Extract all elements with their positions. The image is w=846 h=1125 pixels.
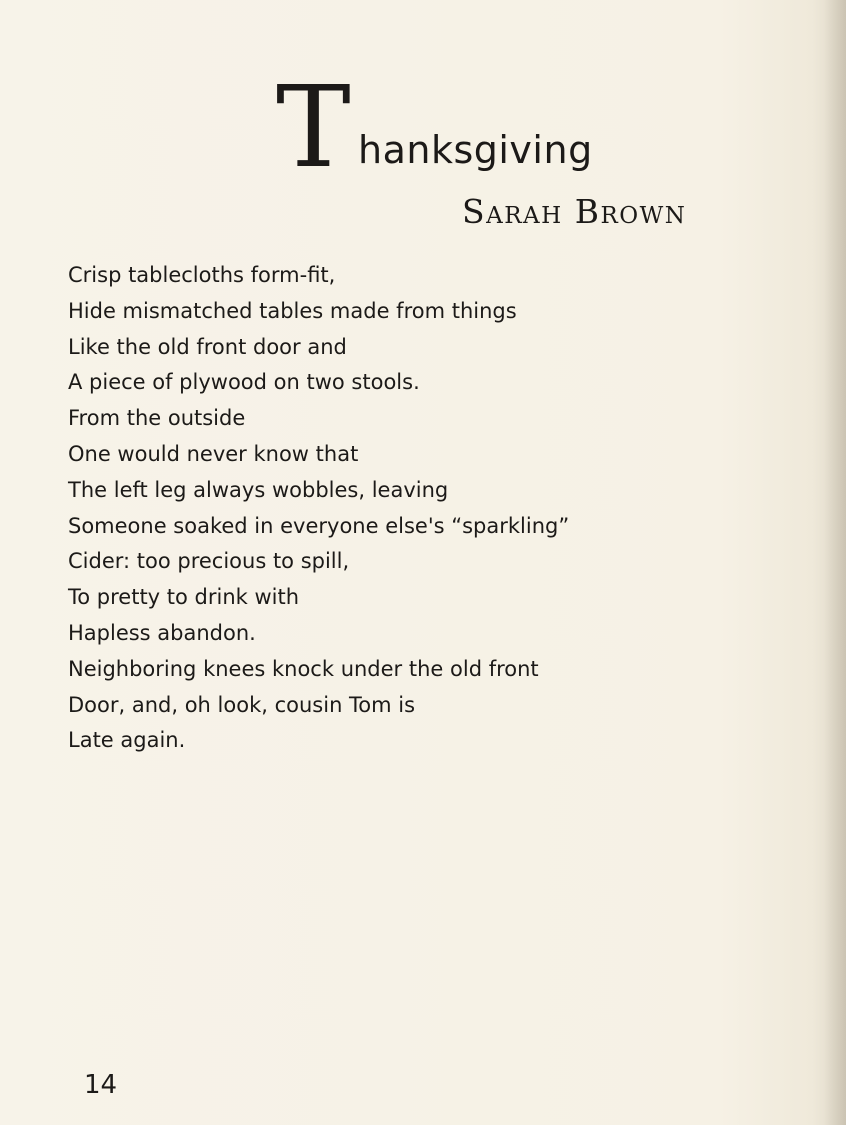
poem-line: Like the old front door and bbox=[68, 334, 347, 359]
title-text: hanksgiving bbox=[358, 128, 593, 172]
poem-body bbox=[68, 258, 688, 759]
poem-line: Door, and, oh look, cousin Tom is bbox=[68, 692, 416, 717]
poem-line: One would never know that bbox=[68, 441, 359, 466]
poem-line: To pretty to drink with bbox=[68, 585, 300, 610]
page-edge-shadow bbox=[824, 0, 846, 1125]
poem-line: Late again. bbox=[68, 728, 186, 753]
poem-line: Crisp tablecloths form-fit, bbox=[68, 263, 336, 287]
poem-line: The left leg always wobbles, leaving bbox=[68, 477, 449, 502]
poem-line: Neighboring knees knock under the old front bbox=[68, 656, 539, 681]
page-number: 14 bbox=[84, 1070, 118, 1100]
author-name: Sarah Brown bbox=[462, 192, 687, 231]
poem-line: Hide mismatched tables made from things bbox=[68, 298, 517, 323]
poem-line: A piece of plywood on two stools. bbox=[68, 370, 420, 395]
poem-line: From the outside bbox=[68, 406, 246, 431]
poem-line: Cider: too precious to spill, bbox=[68, 549, 350, 574]
poem-line: Someone soaked in everyone else's “sparkling” bbox=[68, 513, 570, 538]
title-drop-cap: T bbox=[276, 63, 351, 193]
poem-line: Hapless abandon. bbox=[68, 620, 256, 645]
